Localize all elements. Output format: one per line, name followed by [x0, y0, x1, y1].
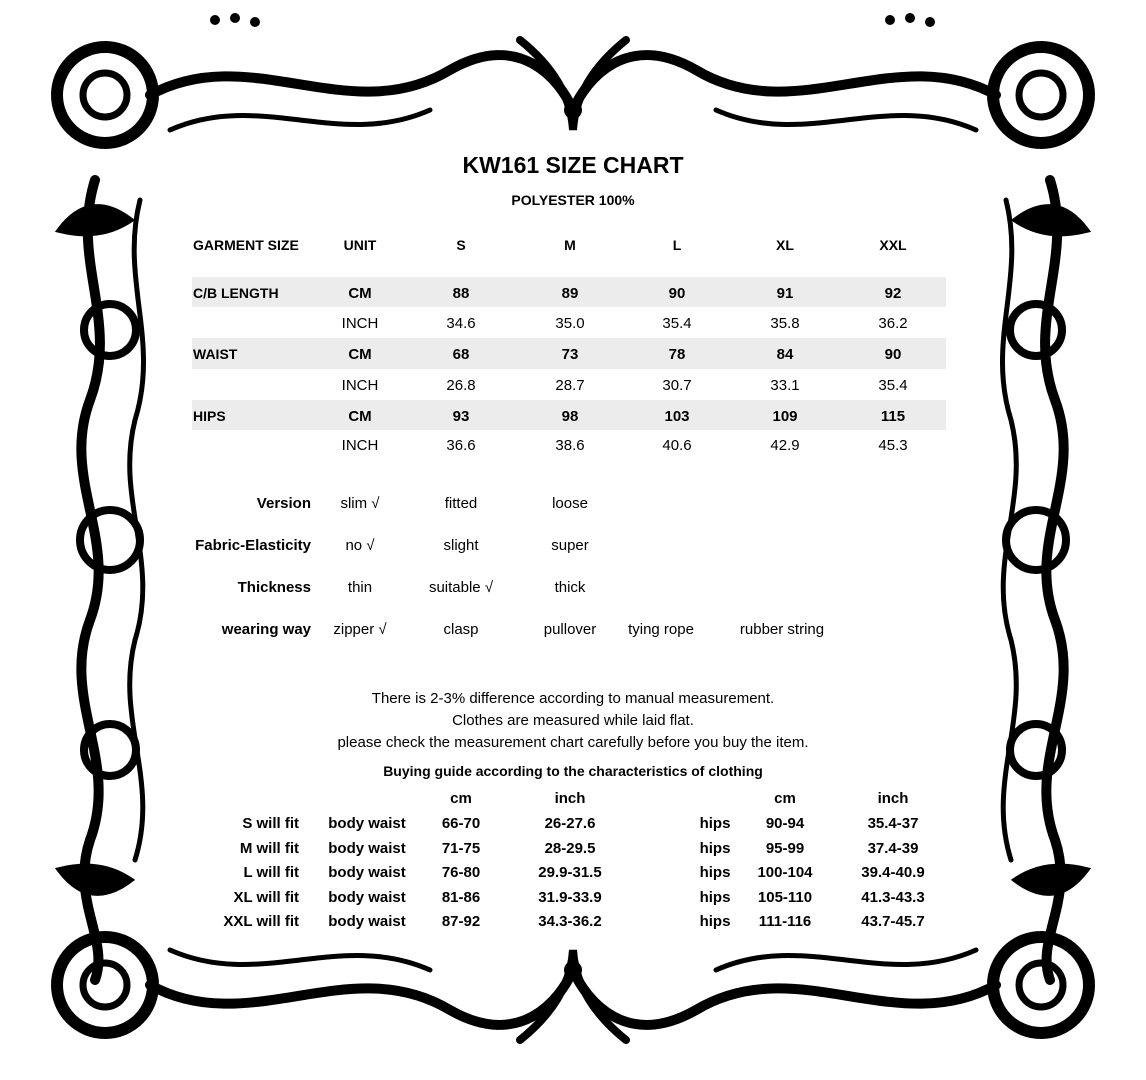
guide-hips-inch: 39.4-40.9	[861, 864, 925, 881]
table-header-m: M	[564, 237, 576, 253]
guide-hips-cm: 111-116	[758, 913, 812, 930]
attr-label-thickness: Thickness	[237, 579, 311, 596]
table-cell: 98	[561, 408, 579, 425]
table-cell: 33.1	[770, 377, 800, 394]
guide-hips-label: hips	[699, 815, 731, 832]
table-cell: 30.7	[662, 377, 692, 394]
guide-size: L will fit	[243, 864, 299, 881]
guide-size: XL will fit	[233, 889, 299, 906]
attr-option: thin	[347, 579, 373, 596]
table-cell: 91	[776, 285, 794, 302]
attr-option: slim √	[340, 495, 380, 512]
attr-label-fabric-elasticity: Fabric-Elasticity	[195, 537, 311, 554]
attr-option: loose	[552, 495, 588, 512]
table-cell: INCH	[341, 315, 379, 332]
table-cell: 92	[884, 285, 902, 302]
guide-waist-cm: 76-80	[441, 864, 481, 881]
guide-waist-label: body waist	[328, 815, 406, 832]
table-cell: 78	[668, 346, 686, 363]
table-cell: 68	[452, 346, 470, 363]
table-header-xl: XL	[776, 237, 794, 253]
attr-option: suitable √	[428, 579, 494, 596]
table-cell: 35.8	[770, 315, 800, 332]
guide-hips-label: hips	[699, 889, 731, 906]
table-cell: 40.6	[662, 437, 692, 454]
guide-waist-label: body waist	[328, 889, 406, 906]
attr-option: tying rope	[628, 621, 694, 638]
attr-option: rubber string	[739, 621, 825, 638]
table-cell: 36.2	[878, 315, 908, 332]
table-cell: 45.3	[878, 437, 908, 454]
table-cell: 89	[561, 285, 579, 302]
guide-waist-inch: 29.9-31.5	[538, 864, 602, 881]
material-subtitle: POLYESTER 100%	[511, 192, 635, 208]
table-cell: 103	[664, 408, 690, 425]
table-cell: 28.7	[555, 377, 585, 394]
buying-guide-title: Buying guide according to the characteristics of clothing	[383, 763, 763, 779]
guide-hips-inch: 41.3-43.3	[861, 889, 925, 906]
guide-hips-inch: 35.4-37	[867, 815, 919, 832]
table-cell: CM	[348, 285, 372, 302]
table-cell: 84	[776, 346, 794, 363]
guide-hips-cm: 100-104	[757, 864, 813, 881]
note-line: There is 2-3% difference according to manual measurement.	[371, 690, 775, 707]
guide-hips-cm: 95-99	[765, 840, 805, 857]
attr-label-version: Version	[256, 495, 311, 512]
table-cell: 35.0	[555, 315, 585, 332]
guide-size: M will fit	[239, 840, 299, 857]
table-cell: 35.4	[662, 315, 692, 332]
table-cell: INCH	[341, 437, 379, 454]
guide-size: S will fit	[242, 815, 299, 832]
page-title: KW161 SIZE CHART	[462, 152, 684, 178]
table-cell: 93	[452, 408, 470, 425]
table-cell: 88	[452, 285, 470, 302]
attr-option: fitted	[444, 495, 478, 512]
table-header-garment-size: GARMENT SIZE	[193, 237, 299, 253]
table-cell: 90	[668, 285, 686, 302]
guide-col-cm: cm	[450, 790, 472, 807]
table-header-s: S	[456, 237, 466, 253]
guide-col-inch: inch	[554, 790, 586, 807]
guide-waist-cm: 66-70	[441, 815, 481, 832]
guide-col-inch: inch	[877, 790, 909, 807]
guide-waist-cm: 71-75	[441, 840, 481, 857]
guide-waist-inch: 26-27.6	[544, 815, 596, 832]
table-header-l: L	[672, 237, 682, 253]
table-cell: 34.6	[446, 315, 476, 332]
guide-hips-inch: 43.7-45.7	[861, 913, 925, 930]
attr-label-wearing-way: wearing way	[221, 621, 311, 638]
attr-option: clasp	[443, 621, 479, 638]
row-label-waist: WAIST	[193, 346, 238, 362]
table-cell: 73	[561, 346, 579, 363]
guide-hips-cm: 105-110	[757, 889, 813, 906]
guide-waist-label: body waist	[328, 840, 406, 857]
attr-option: slight	[443, 537, 479, 554]
guide-waist-label: body waist	[328, 913, 406, 930]
table-cell: 35.4	[878, 377, 908, 394]
attr-option: super	[551, 537, 589, 554]
guide-hips-label: hips	[699, 913, 731, 930]
table-cell: 42.9	[770, 437, 800, 454]
guide-hips-label: hips	[699, 864, 731, 881]
guide-waist-inch: 34.3-36.2	[538, 913, 602, 930]
table-cell: 115	[880, 408, 906, 425]
guide-waist-label: body waist	[328, 864, 406, 881]
table-cell: 38.6	[555, 437, 585, 454]
guide-hips-inch: 37.4-39	[867, 840, 919, 857]
guide-waist-cm: 87-92	[441, 913, 481, 930]
table-cell: 36.6	[446, 437, 476, 454]
attr-option: thick	[554, 579, 586, 596]
table-cell: 26.8	[446, 377, 476, 394]
table-cell: CM	[348, 346, 372, 363]
guide-waist-inch: 31.9-33.9	[538, 889, 602, 906]
table-cell: 90	[884, 346, 902, 363]
guide-waist-cm: 81-86	[441, 889, 481, 906]
guide-size: XXL will fit	[223, 913, 299, 930]
table-cell: 109	[772, 408, 798, 425]
table-cell: CM	[348, 408, 372, 425]
row-label-cb-length: C/B LENGTH	[193, 285, 279, 301]
guide-waist-inch: 28-29.5	[544, 840, 596, 857]
note-line: Clothes are measured while laid flat.	[452, 712, 694, 729]
row-label-hips: HIPS	[193, 408, 226, 424]
note-line: please check the measurement chart carefully before you buy the item.	[337, 734, 809, 751]
guide-hips-cm: 90-94	[765, 815, 805, 832]
table-header-xxl: XXL	[879, 237, 907, 253]
attr-option: no √	[345, 537, 375, 554]
attr-option: pullover	[543, 621, 597, 638]
table-cell: INCH	[341, 377, 379, 394]
guide-hips-label: hips	[699, 840, 731, 857]
table-header-unit: UNIT	[343, 237, 377, 253]
guide-col-cm: cm	[774, 790, 796, 807]
attr-option: zipper √	[333, 621, 387, 638]
